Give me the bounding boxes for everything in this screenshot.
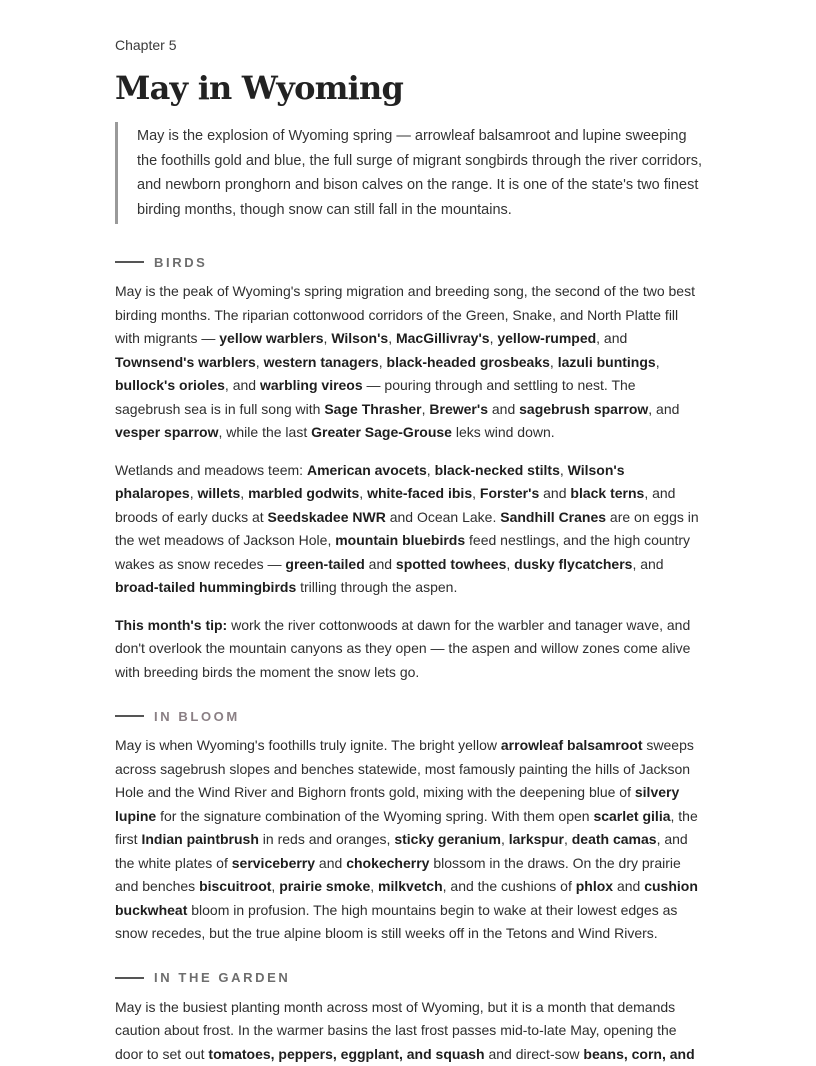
text-run: trilling through the aspen. (296, 579, 457, 595)
bold-term: vesper sparrow (115, 424, 219, 440)
text-run: , (506, 556, 514, 572)
bold-term: scarlet gilia (593, 808, 670, 824)
birds-paragraph-1 (115, 280, 702, 445)
bold-term: yellow warblers (219, 330, 323, 346)
section-heading (115, 970, 702, 986)
bold-term: tomatoes, peppers, eggplant, and squash (208, 1046, 484, 1062)
bold-term: Townsend's warblers (115, 354, 256, 370)
bold-term: willets (197, 485, 240, 501)
text-run: work the river cottonwoods at dawn for the warbler and tanager wave, and don't overlook the mountain canyons as they open — the aspen and willow zones come alive with breeding birds the moment the snow lets go. (115, 617, 690, 680)
bold-term: marbled godwits (248, 485, 359, 501)
bold-term: black-necked stilts (435, 462, 560, 478)
bold-term: Greater Sage-Grouse (311, 424, 452, 440)
text-run: , (388, 330, 396, 346)
section-birds (115, 254, 702, 684)
text-run: — pouring through and settling to nest. The sagebrush sea is in full song with (115, 377, 636, 417)
bold-term: mountain bluebirds (335, 532, 465, 548)
page-title: May in Wyoming (115, 68, 702, 108)
lead-quote: May is the explosion of Wyoming spring — arrowleaf balsamroot and lupine sweeping the foothills gold and blue, the full surge of migrant songbirds through the river corridors, and newborn pronghorn and bison calves on the range. It is one of the state's two finest birding months, though snow can still fall in the mountains. (115, 122, 702, 224)
bold-term: broad-tailed hummingbirds (115, 579, 296, 595)
bold-term: MacGillivray's (396, 330, 490, 346)
text-run: , (422, 401, 430, 417)
text-run: in reds and oranges, (259, 831, 394, 847)
text-run: , and (596, 330, 627, 346)
text-run: , (490, 330, 498, 346)
section-in-the-garden (115, 970, 702, 1066)
bold-term: Sandhill Cranes (500, 509, 606, 525)
bold-term: death camas (572, 831, 657, 847)
bold-term: chokecherry (346, 855, 429, 871)
heading-rule (115, 977, 144, 979)
section-title-birds: BIRDS (154, 255, 207, 270)
bold-term: beans, corn, and (583, 1046, 694, 1062)
bold-term: prairie smoke (279, 878, 370, 894)
text-run: , (379, 354, 387, 370)
bold-term: larkspur (509, 831, 564, 847)
birds-paragraph-2 (115, 459, 702, 600)
text-run: , (324, 330, 332, 346)
text-run: and (315, 855, 346, 871)
text-run: and direct-sow (485, 1046, 584, 1062)
bold-term: cushion buckwheat (115, 878, 698, 918)
bold-term: lazuli buntings (558, 354, 656, 370)
text-run: and (365, 556, 396, 572)
text-run: Wetlands and meadows teem: (115, 462, 307, 478)
bold-term: arrowleaf balsamroot (501, 737, 643, 753)
bold-term: white-faced ibis (367, 485, 472, 501)
text-run: , (427, 462, 435, 478)
text-run: and (488, 401, 519, 417)
text-run: , (190, 485, 198, 501)
text-run: , (256, 354, 264, 370)
text-run: May is the peak of Wyoming's spring migration and breeding song, the second of the two best birding months. The riparian cottonwood corridors of the Green, Snake, and North Platte fill with migrants — (115, 283, 695, 346)
text-run: , and (225, 377, 260, 393)
text-run: and (613, 878, 644, 894)
text-run: , while the last (219, 424, 312, 440)
bold-term: sticky geranium (394, 831, 501, 847)
text-run: leks wind down. (452, 424, 555, 440)
bold-term: Sage Thrasher (324, 401, 421, 417)
heading-rule (115, 261, 144, 263)
bold-term: Indian paintbrush (141, 831, 258, 847)
chapter-label: Chapter 5 (115, 36, 702, 54)
text-run: May is the busiest planting month across most of Wyoming, but it is a month that demands caution about frost. In the warmer basins the last frost passes mid-to-late May, opening the door to set out (115, 999, 677, 1062)
bold-term: Wilson's phalaropes (115, 462, 625, 502)
bold-term: spotted towhees (396, 556, 506, 572)
bold-term: green-tailed (285, 556, 364, 572)
bold-term: American avocets (307, 462, 427, 478)
bold-term: serviceberry (232, 855, 315, 871)
bold-term: bullock's orioles (115, 377, 225, 393)
bold-term: black-headed grosbeaks (387, 354, 550, 370)
heading-rule (115, 715, 144, 717)
text-run: and Ocean Lake. (386, 509, 500, 525)
text-run: bloom in profusion. The high mountains begin to wake at their lowest edges as snow recedes, but the true alpine bloom is still weeks off in the Tetons and Wind Rivers. (115, 902, 677, 942)
text-run: , (240, 485, 248, 501)
bold-term: yellow-rumped (497, 330, 596, 346)
bold-term: warbling vireos (260, 377, 363, 393)
bold-term: sagebrush sparrow (519, 401, 648, 417)
text-run: feed nestlings, and the high country wakes as snow recedes — (115, 532, 690, 572)
bold-term: western tanagers (264, 354, 379, 370)
section-title-in-the-garden: IN THE GARDEN (154, 970, 290, 985)
text-run: , (271, 878, 279, 894)
bold-term: silvery lupine (115, 784, 679, 824)
text-run: May is when Wyoming's foothills truly ignite. The bright yellow (115, 737, 501, 753)
text-run: , (656, 354, 660, 370)
bold-term: black terns (570, 485, 644, 501)
section-title-in-bloom: IN BLOOM (154, 709, 240, 724)
text-run: , (359, 485, 367, 501)
section-in-bloom (115, 708, 702, 946)
bold-term: dusky flycatchers (514, 556, 632, 572)
section-heading (115, 254, 702, 270)
text-run: are on eggs in the wet meadows of Jackson Hole, (115, 509, 699, 549)
section-heading (115, 708, 702, 724)
bold-term: Brewer's (429, 401, 488, 417)
text-run: , the first (115, 808, 698, 848)
bold-term: Wilson's (331, 330, 388, 346)
bold-term: This month's tip: (115, 617, 227, 633)
garden-paragraph-1 (115, 996, 702, 1066)
text-run: for the signature combination of the Wyoming spring. With them open (156, 808, 593, 824)
text-run: , and the white plates of (115, 831, 688, 871)
text-run: , and (632, 556, 663, 572)
text-run: , (472, 485, 480, 501)
text-run: sweeps across sagebrush slopes and benches statewide, most famously painting the hills of Jackson Hole and the Wind River and Bighorn fronts gold, mixing with the deepening blue of (115, 737, 694, 800)
bold-term: milkvetch (378, 878, 443, 894)
text-run: , (550, 354, 558, 370)
bold-term: Seedskadee NWR (268, 509, 386, 525)
text-run: , (560, 462, 568, 478)
bold-term: biscuitroot (199, 878, 271, 894)
bold-term: Forster's (480, 485, 539, 501)
text-run: , (501, 831, 509, 847)
bloom-paragraph-1 (115, 734, 702, 946)
birds-tip-paragraph (115, 614, 702, 685)
text-run: , and the cushions of (443, 878, 576, 894)
text-run: and (539, 485, 570, 501)
text-run: , and broods of early ducks at (115, 485, 675, 525)
bold-term: phlox (576, 878, 613, 894)
text-run: , (370, 878, 378, 894)
text-run: blossom in the draws. On the dry prairie and benches (115, 855, 681, 895)
text-run: , (564, 831, 572, 847)
text-run: , and (648, 401, 679, 417)
